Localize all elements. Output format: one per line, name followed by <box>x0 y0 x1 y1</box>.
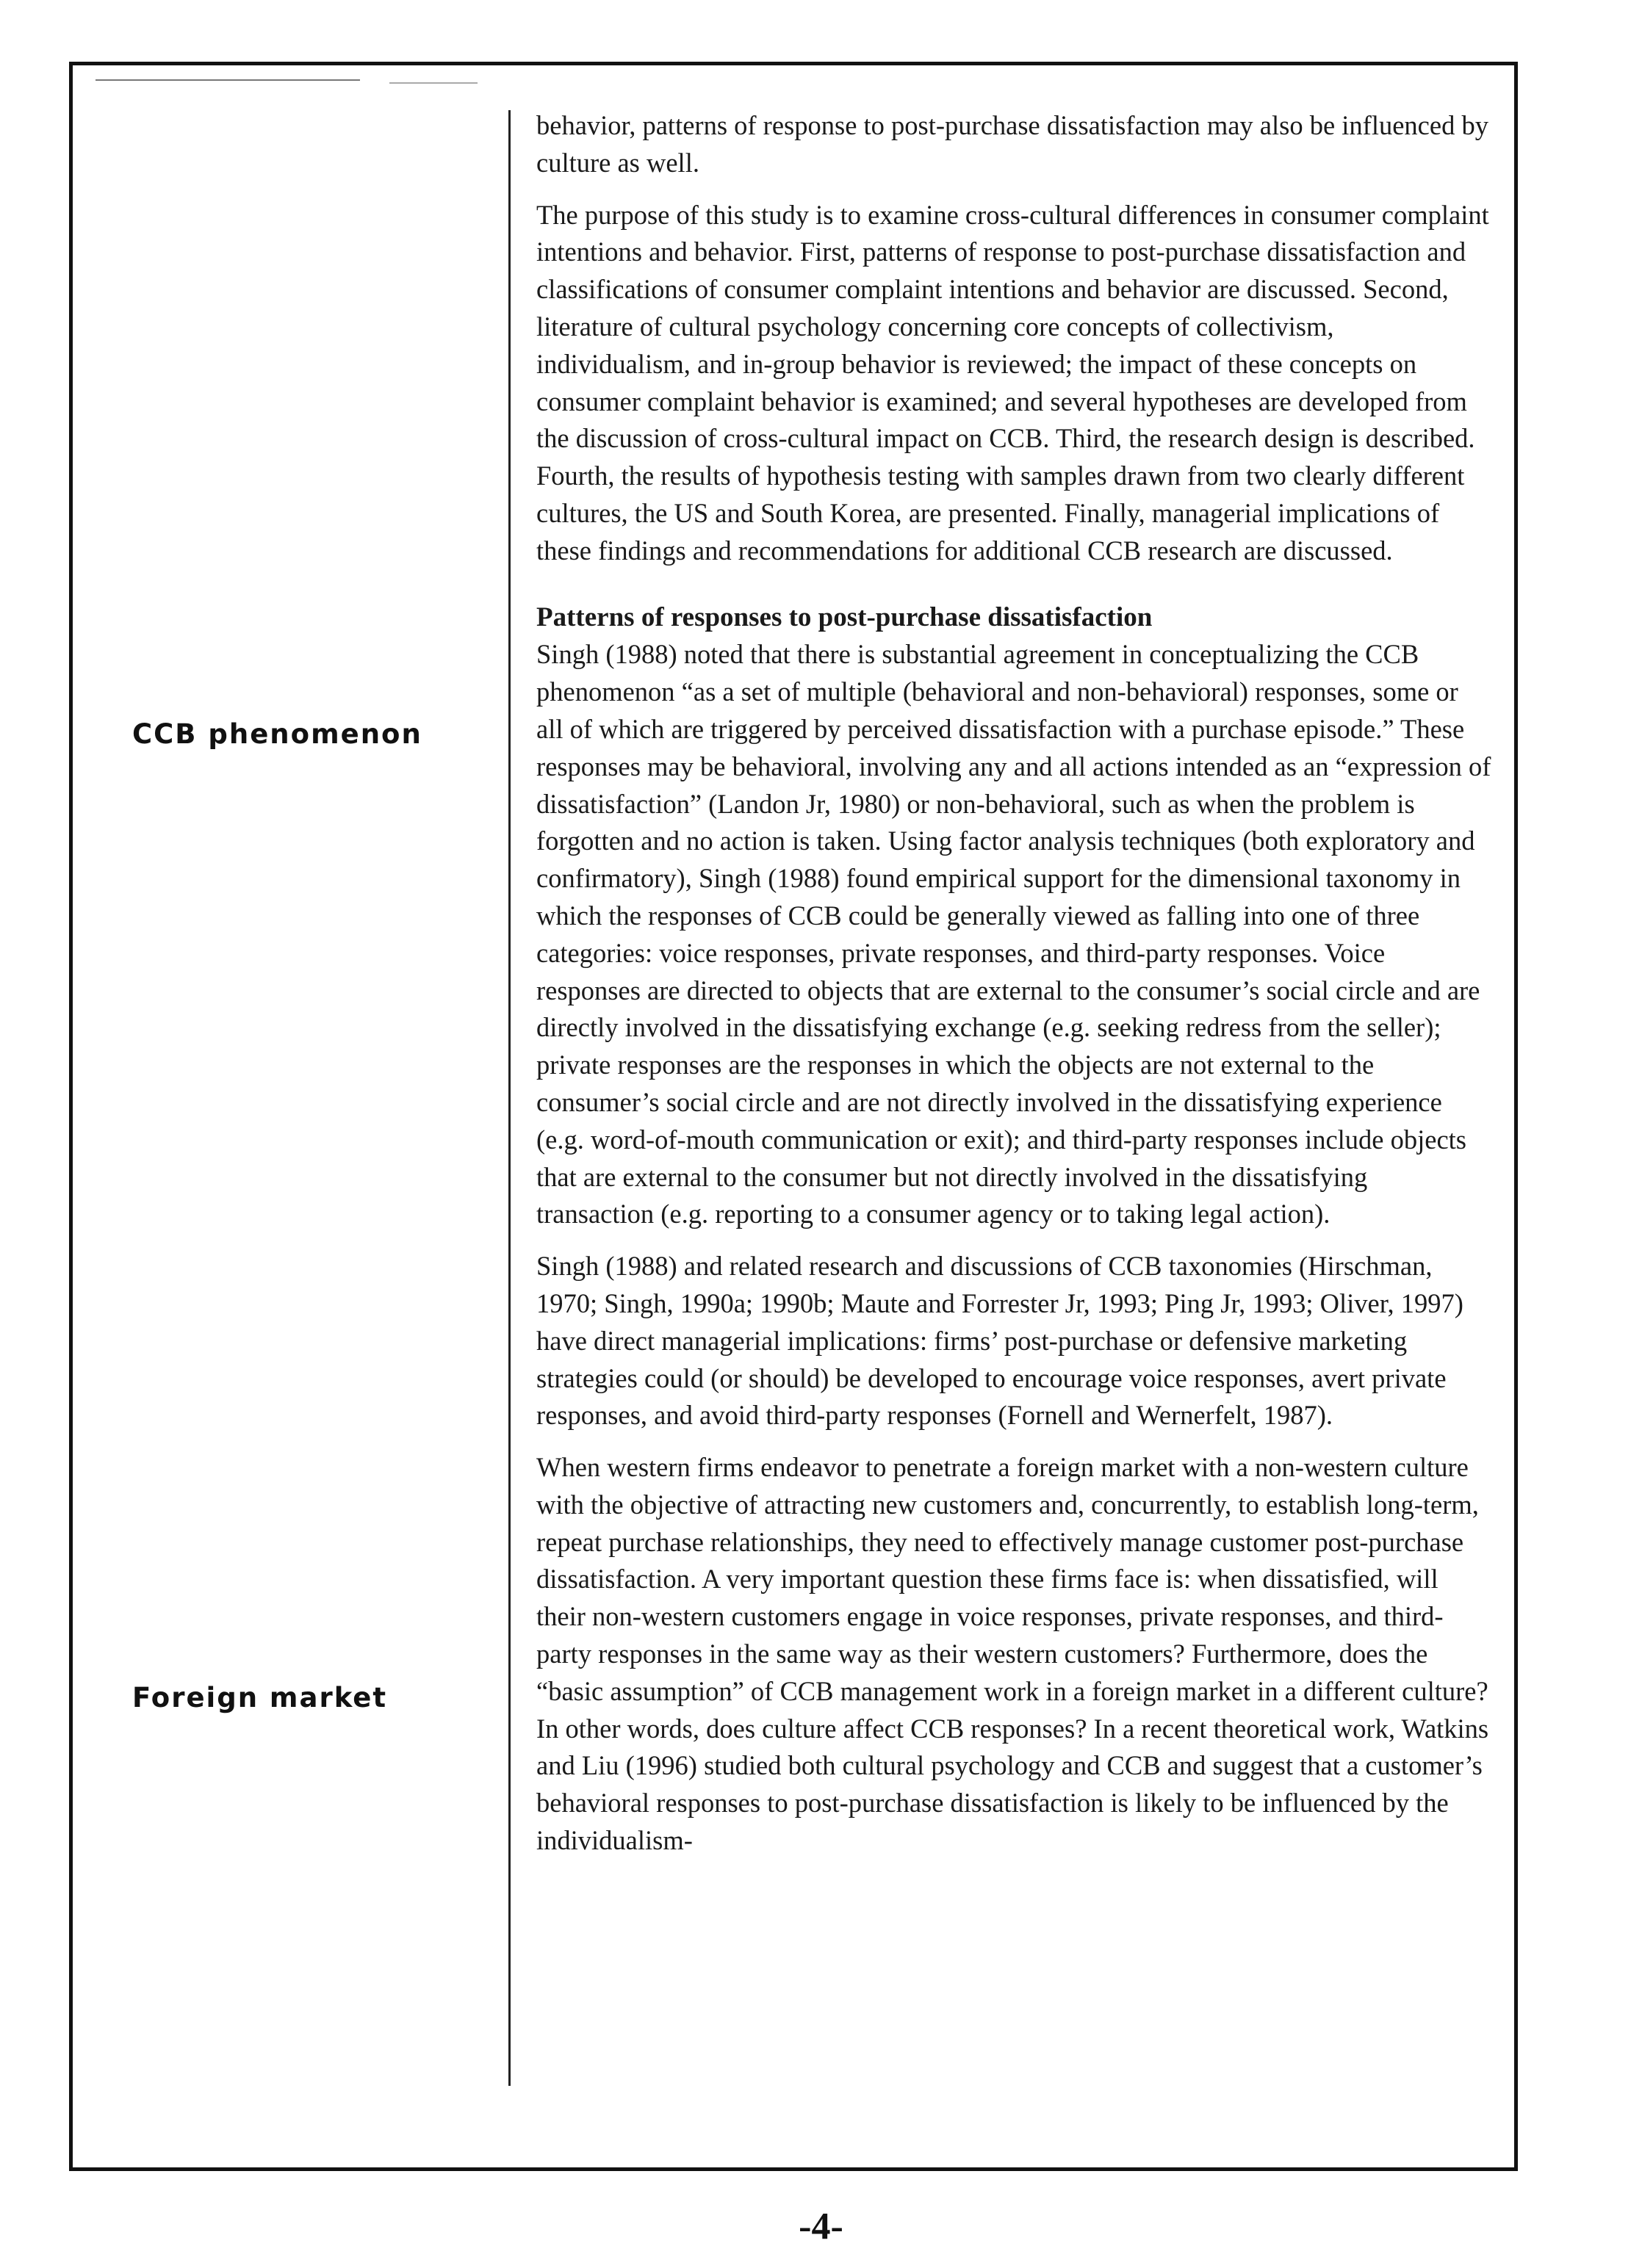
column-divider <box>508 110 511 2086</box>
paragraph-intro-continued: behavior, patterns of response to post-purchase dissatisfaction may also be influenced by culture as well. <box>536 110 1488 178</box>
scan-artifact <box>96 79 360 81</box>
margin-label-foreign-market: Foreign market <box>132 1682 388 1713</box>
page-number: -4- <box>799 2206 843 2247</box>
paragraph-purpose: The purpose of this study is to examine cross-cultural differences in consumer complaint intentions and behavior. First, patterns of response to post-purchase dissatisfaction and classifications of consumer complaint intentions and behavior are discussed. Second, literature of cultural psychology concerning core concepts of collectivism, individualism, and in-group behavior is reviewed; the impact of these concepts on consumer complaint behavior is examined; and several hypotheses are developed from the discussion of cross-cultural impact on CCB. Third, the research design is described. Fourth, the results of hypothesis testing with samples drawn from two clearly different cultures, the US and South Korea, are presented. Finally, managerial implications of these findings and recommendations for additional CCB research are discussed. <box>536 199 1489 566</box>
margin-label-ccb-phenomenon: CCB phenomenon <box>132 718 422 750</box>
scan-artifact <box>389 82 478 84</box>
main-text <box>536 107 1491 1874</box>
paragraph-managerial-implications: Singh (1988) and related research and discussions of CCB taxonomies (Hirschman, 1970; Singh, 1990a; 1990b; Maute and Forrester Jr, 1993; Ping Jr, 1993; Oliver, 1997) have direct managerial implications: firms’ post-purchase or defensive marketing strategies could (or should) be developed to encourage voice responses, avert private responses, and avoid third-party responses (Fornell and Wernerfelt, 1987). <box>536 1251 1463 1431</box>
paragraph-singh-1988: Singh (1988) noted that there is substantial agreement in conceptualizing the CCB phenomenon “as a set of multiple (behavioral and non-behavioral) responses, some or all of which are triggered by perceived dissatisfaction with a purchase episode.” These responses may be behavioral, involving any and all actions intended as an “expression of dissatisfaction” (Landon Jr, 1980) or non-behavioral, such as when the problem is forgotten and no action is taken. Using factor analysis techniques (both exploratory and confirmatory), Singh (1988) found empirical support for the dimensional taxonomy in which the responses of CCB could be generally viewed as falling into one of three categories: voice responses, private responses, and third-party responses. Voice responses are directed to objects that are external to the consumer’s social circle and are directly involved in the dissatisfying exchange (e.g. seeking redress from the seller); private responses are the responses in which the objects are not external to the consumer’s social circle and are not directly involved in the dissatisfying experience (e.g. word-of-mouth communication or exit); and third-party responses include objects that are external to the consumer but not directly involved in the dissatisfying transaction (e.g. reporting to a consumer agency or to taking legal action). <box>536 639 1491 1229</box>
section-heading: Patterns of responses to post-purchase dissatisfaction <box>536 602 1153 632</box>
paragraph-foreign-market: When western firms endeavor to penetrate a foreign market with a non-western culture with the objective of attracting new customers and, concurrently, to establish long-term, repeat purchase relationships, they need to effectively manage customer post-purchase dissatisfaction. A very important question these firms face is: when dissatisfied, will their non-western customers engage in voice responses, private responses, and third-party responses in the same way as their western customers? Furthermore, does the “basic assumption” of CCB management work in a foreign market in a different culture? In other words, does culture affect CCB responses? In a recent theoretical work, Watkins and Liu (1996) studied both cultural psychology and CCB and suggest that a customer’s behavioral responses to post-purchase dissatisfaction is likely to be influenced by the individualism- <box>536 1452 1489 1856</box>
